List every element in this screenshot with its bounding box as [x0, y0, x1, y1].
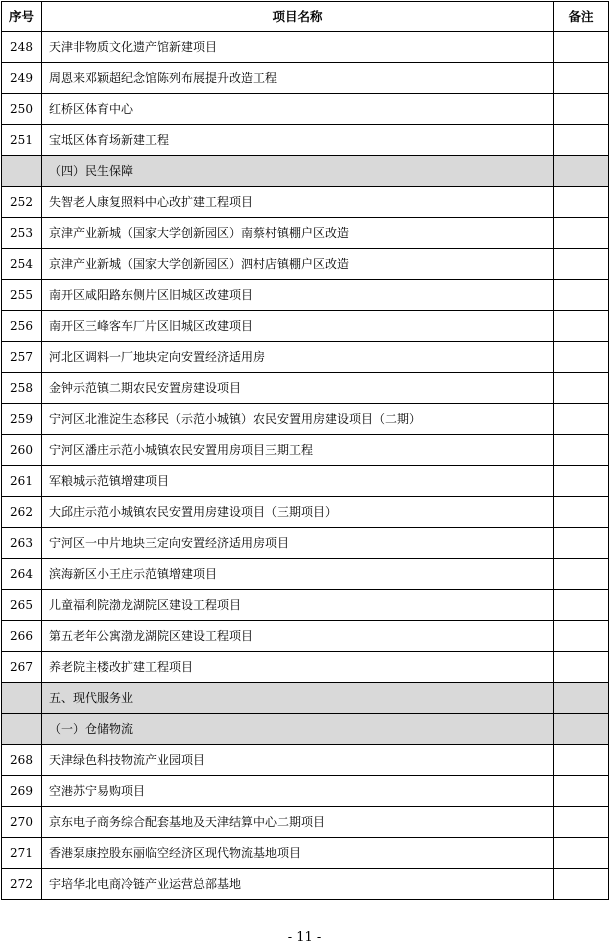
header-note: 备注: [554, 2, 609, 32]
row-number: 248: [2, 32, 42, 63]
row-note: [554, 342, 609, 373]
project-name: 京东电子商务综合配套基地及天津结算中心二期项目: [42, 807, 554, 838]
row-note: [554, 63, 609, 94]
row-note: [554, 311, 609, 342]
row-note: [554, 528, 609, 559]
project-name: 天津绿色科技物流产业园项目: [42, 745, 554, 776]
table-row: [2, 652, 609, 683]
row-note: [554, 94, 609, 125]
row-note: [554, 373, 609, 404]
project-name: 京津产业新城（国家大学创新园区）泗村店镇棚户区改造: [42, 249, 554, 280]
table-row: [2, 869, 609, 900]
row-note: [554, 32, 609, 63]
row-number: 257: [2, 342, 42, 373]
table-row: [2, 528, 609, 559]
row-number: 255: [2, 280, 42, 311]
row-note: [554, 590, 609, 621]
row-number: [2, 683, 42, 714]
project-name: 宁河区北淮淀生态移民（示范小城镇）农民安置用房建设项目（二期）: [42, 404, 554, 435]
row-number: 250: [2, 94, 42, 125]
row-note: [554, 435, 609, 466]
table-row: [2, 466, 609, 497]
project-name: 养老院主楼改扩建工程项目: [42, 652, 554, 683]
project-name: 滨海新区小王庄示范镇增建项目: [42, 559, 554, 590]
row-note: [554, 249, 609, 280]
project-name: 天津非物质文化遗产馆新建项目: [42, 32, 554, 63]
table-row: [2, 187, 609, 218]
section-title: 五、现代服务业: [42, 683, 554, 714]
row-note: [554, 745, 609, 776]
row-number: 266: [2, 621, 42, 652]
row-note: [554, 218, 609, 249]
project-name: 宇培华北电商冷链产业运营总部基地: [42, 869, 554, 900]
row-number: 271: [2, 838, 42, 869]
row-number: [2, 156, 42, 187]
project-name: 香港泵康控股东丽临空经济区现代物流基地项目: [42, 838, 554, 869]
section-row: [2, 683, 609, 714]
row-number: 264: [2, 559, 42, 590]
row-number: 256: [2, 311, 42, 342]
section-row: [2, 156, 609, 187]
row-note: [554, 621, 609, 652]
section-title: （四）民生保障: [42, 156, 554, 187]
row-note: [554, 776, 609, 807]
project-name: 周恩来邓颖超纪念馆陈列布展提升改造工程: [42, 63, 554, 94]
row-number: 265: [2, 590, 42, 621]
table-row: [2, 621, 609, 652]
table-row: [2, 342, 609, 373]
project-name: 京津产业新城（国家大学创新园区）南蔡村镇棚户区改造: [42, 218, 554, 249]
row-number: 251: [2, 125, 42, 156]
section-row: [2, 714, 609, 745]
project-name: 大邱庄示范小城镇农民安置用房建设项目（三期项目）: [42, 497, 554, 528]
row-number: 268: [2, 745, 42, 776]
row-note: [554, 683, 609, 714]
table-row: [2, 32, 609, 63]
project-name: 军粮城示范镇增建项目: [42, 466, 554, 497]
row-number: 254: [2, 249, 42, 280]
row-number: [2, 714, 42, 745]
row-note: [554, 807, 609, 838]
row-note: [554, 125, 609, 156]
row-number: 261: [2, 466, 42, 497]
table-row: [2, 249, 609, 280]
row-number: 260: [2, 435, 42, 466]
row-note: [554, 559, 609, 590]
project-name: 失智老人康复照料中心改扩建工程项目: [42, 187, 554, 218]
row-number: 263: [2, 528, 42, 559]
project-name: 儿童福利院渤龙湖院区建设工程项目: [42, 590, 554, 621]
project-table: [1, 1, 609, 900]
table-row: [2, 311, 609, 342]
project-name: 金钟示范镇二期农民安置房建设项目: [42, 373, 554, 404]
project-table-body: [2, 2, 609, 900]
row-note: [554, 838, 609, 869]
row-number: 249: [2, 63, 42, 94]
row-note: [554, 187, 609, 218]
row-number: 272: [2, 869, 42, 900]
table-row: [2, 218, 609, 249]
table-row: [2, 63, 609, 94]
table-row: [2, 838, 609, 869]
page-number: - 11 -: [287, 930, 322, 945]
project-name: 空港苏宁易购项目: [42, 776, 554, 807]
project-name: 宁河区潘庄示范小城镇农民安置用房项目三期工程: [42, 435, 554, 466]
table-row: [2, 125, 609, 156]
row-number: 258: [2, 373, 42, 404]
row-note: [554, 280, 609, 311]
row-number: 269: [2, 776, 42, 807]
row-note: [554, 404, 609, 435]
row-note: [554, 869, 609, 900]
table-row: [2, 94, 609, 125]
project-name: 红桥区体育中心: [42, 94, 554, 125]
row-number: 253: [2, 218, 42, 249]
row-note: [554, 652, 609, 683]
table-row: [2, 404, 609, 435]
row-number: 262: [2, 497, 42, 528]
table-row: [2, 590, 609, 621]
table-row: [2, 559, 609, 590]
project-name: 宁河区一中片地块三定向安置经济适用房项目: [42, 528, 554, 559]
row-note: [554, 156, 609, 187]
project-name: 河北区调料一厂地块定向安置经济适用房: [42, 342, 554, 373]
row-note: [554, 497, 609, 528]
table-row: [2, 776, 609, 807]
project-name: 南开区三峰客车厂片区旧城区改建项目: [42, 311, 554, 342]
header-name: 项目名称: [42, 2, 554, 32]
project-name: 南开区咸阳路东侧片区旧城区改建项目: [42, 280, 554, 311]
row-number: 259: [2, 404, 42, 435]
header-num: 序号: [2, 2, 42, 32]
table-row: [2, 280, 609, 311]
section-title: （一）仓储物流: [42, 714, 554, 745]
table-row: [2, 435, 609, 466]
table-row: [2, 807, 609, 838]
table-header-row: [2, 2, 609, 32]
row-number: 267: [2, 652, 42, 683]
row-note: [554, 714, 609, 745]
table-row: [2, 745, 609, 776]
row-number: 252: [2, 187, 42, 218]
project-name: 第五老年公寓渤龙湖院区建设工程项目: [42, 621, 554, 652]
row-number: 270: [2, 807, 42, 838]
project-name: 宝坻区体育场新建工程: [42, 125, 554, 156]
table-row: [2, 373, 609, 404]
row-note: [554, 466, 609, 497]
table-row: [2, 497, 609, 528]
